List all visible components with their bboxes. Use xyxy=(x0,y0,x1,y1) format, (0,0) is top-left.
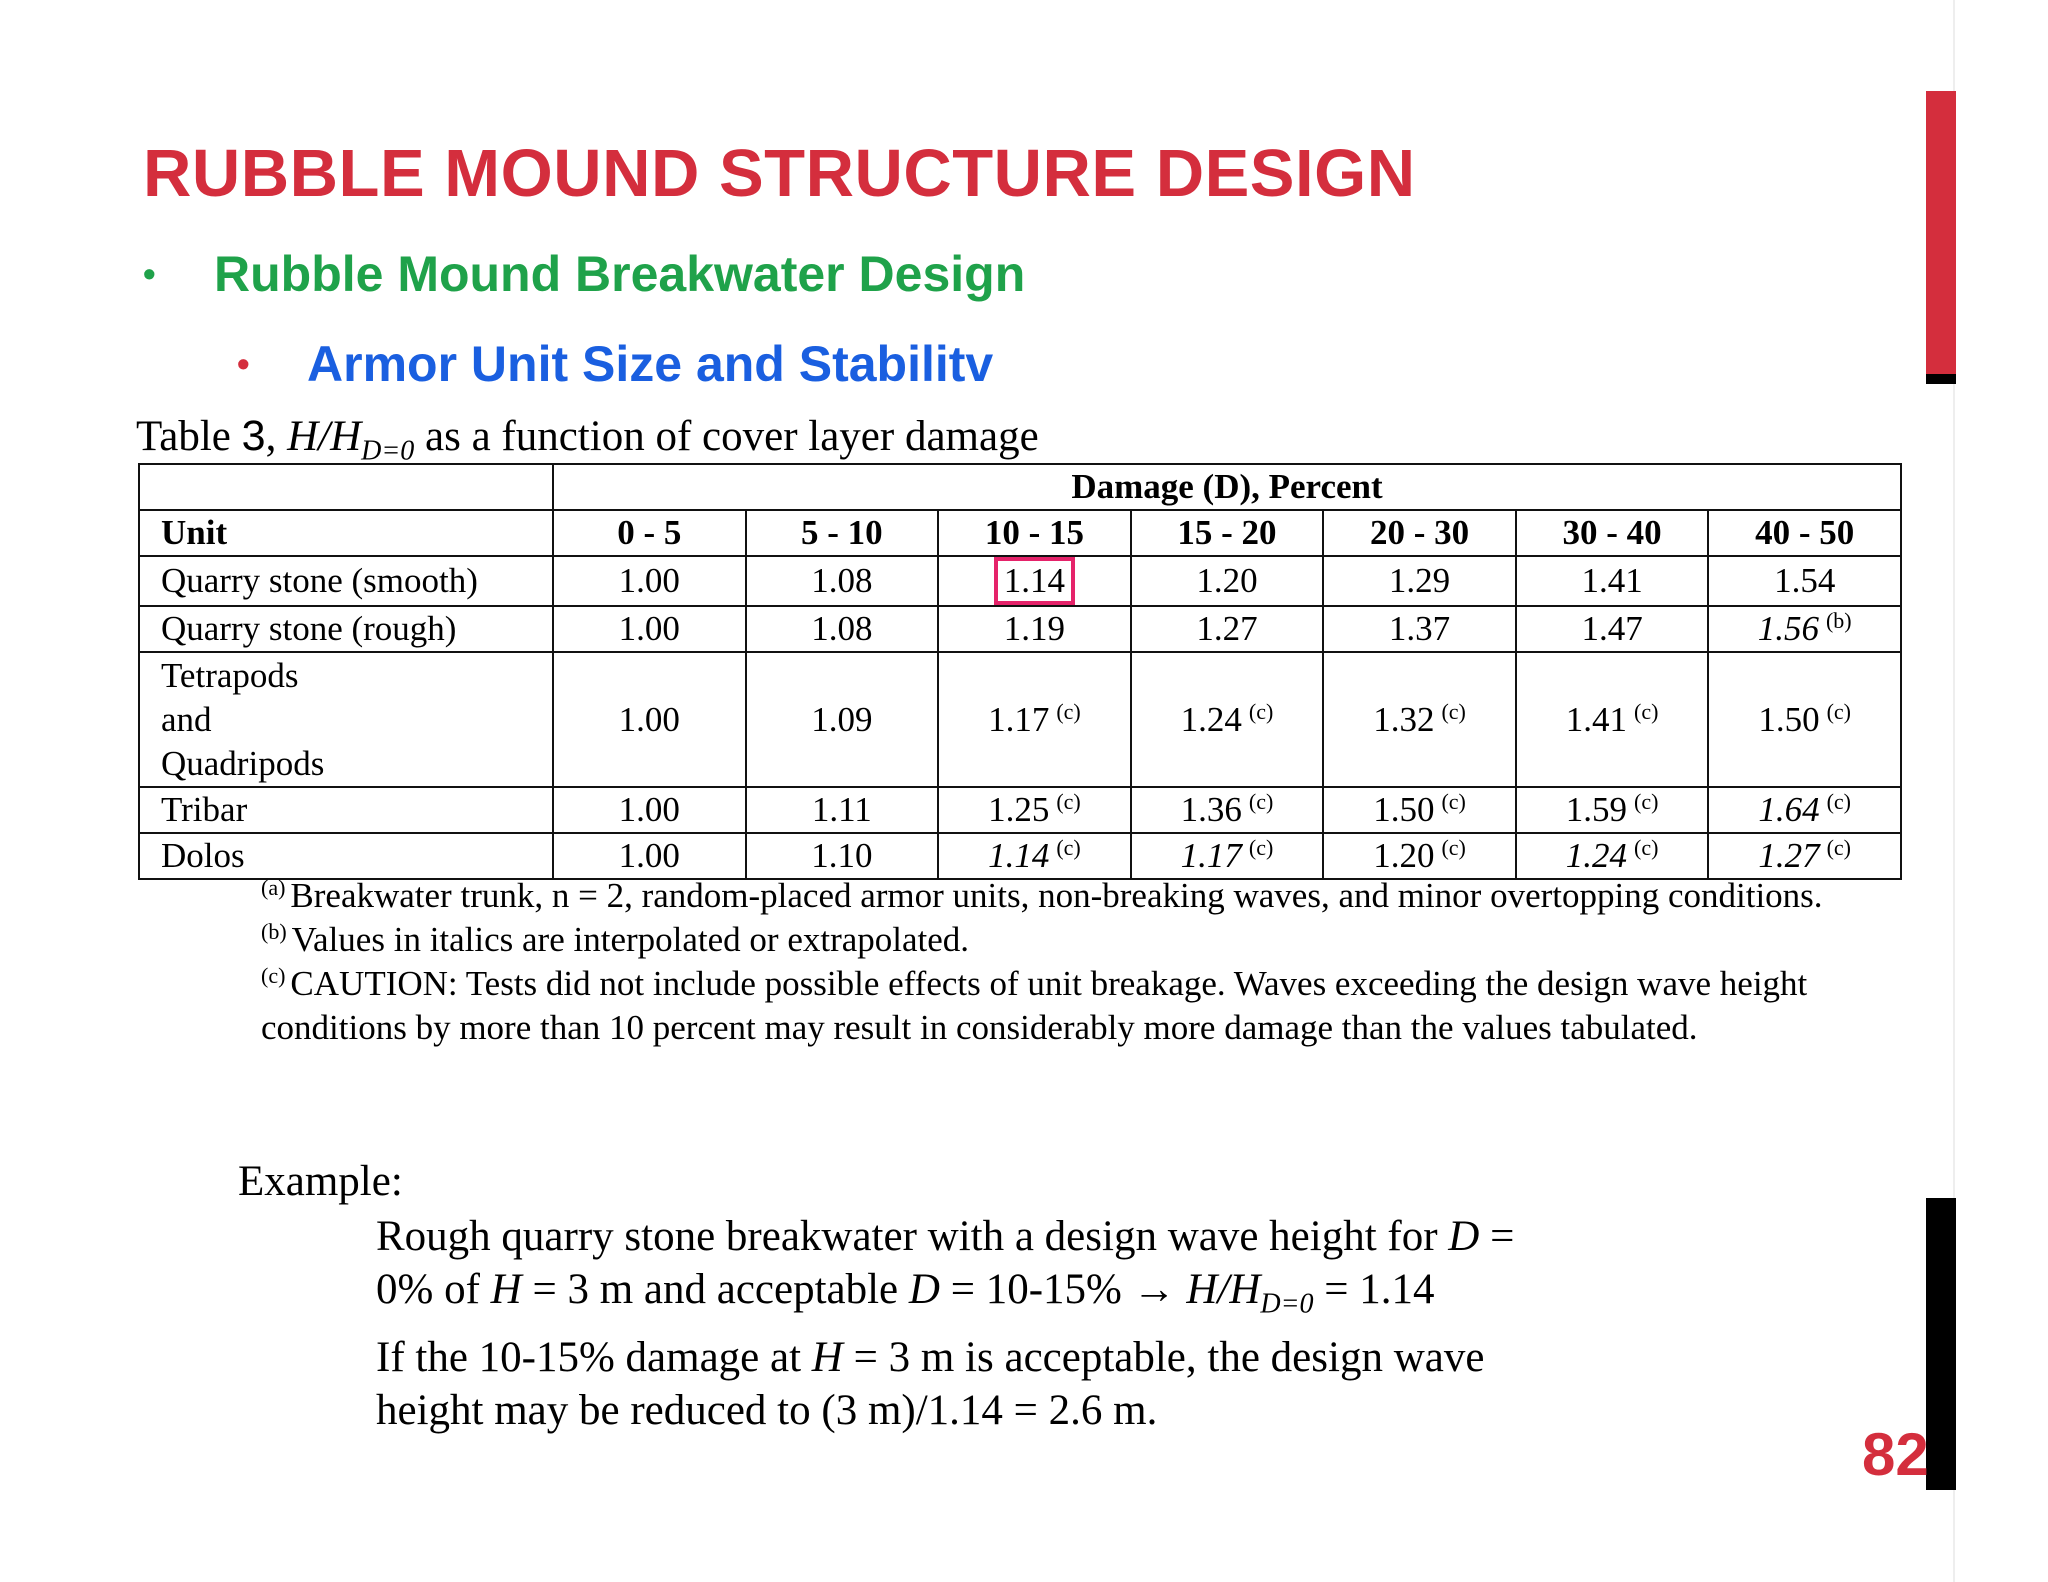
cell-value: 1.00 xyxy=(618,609,680,648)
footnote-marker: (c) xyxy=(1634,698,1659,724)
value-cell xyxy=(1323,787,1516,833)
value-cell xyxy=(1708,787,1901,833)
unit-name-line: Tetrapods xyxy=(161,655,299,695)
arrow-right-icon: → xyxy=(1132,1266,1176,1313)
value-cell xyxy=(746,556,939,606)
damage-group-header: Damage (D), Percent xyxy=(553,464,1901,510)
caption-ratio: H/H xyxy=(287,413,362,460)
footnote-marker: (c) xyxy=(1248,835,1274,860)
value-cell xyxy=(746,787,939,833)
cell-value: 1.09 xyxy=(811,699,873,739)
damage-column-header: 40 - 50 xyxy=(1708,510,1901,556)
cell-value: 1.10 xyxy=(811,836,873,875)
footnote-marker: (c) xyxy=(1826,698,1852,724)
cell-value: 1.56 xyxy=(1757,609,1819,648)
cell-value: 1.29 xyxy=(1388,561,1451,600)
table-footnotes xyxy=(261,874,1901,1050)
value-cell xyxy=(553,833,746,879)
caption-number: 3 xyxy=(241,412,266,460)
value-cell xyxy=(1516,606,1709,652)
value-cell xyxy=(746,606,939,652)
value-cell xyxy=(1131,787,1324,833)
footnote-marker: (c) xyxy=(1056,789,1081,814)
footnote-mark: (a) xyxy=(261,875,286,900)
table-row xyxy=(139,556,1901,606)
cell-value: 1.00 xyxy=(618,836,680,875)
value-cell xyxy=(746,833,939,879)
unit-name-cell: Quarry stone (rough) xyxy=(139,606,553,652)
slide-title: RUBBLE MOUND STRUCTURE DESIGN xyxy=(143,136,1416,211)
example-ratio: H/H xyxy=(1186,1266,1261,1313)
damage-column-header: 5 - 10 xyxy=(746,510,939,556)
value-cell xyxy=(1131,833,1324,879)
value-cell xyxy=(1131,606,1324,652)
cell-value: 1.54 xyxy=(1774,561,1836,600)
accent-bar-top-cap xyxy=(1926,374,1956,384)
cell-value: 1.20 xyxy=(1373,836,1435,875)
example-line-2-range: = 10-15% xyxy=(939,1266,1133,1313)
damage-column-header: 30 - 40 xyxy=(1516,510,1709,556)
value-cell xyxy=(938,652,1131,787)
value-cell xyxy=(1708,556,1901,606)
footnote-mark: (b) xyxy=(261,919,287,944)
table-row xyxy=(139,833,1901,879)
example-line-3 xyxy=(376,1331,1626,1384)
value-cell xyxy=(1708,606,1901,652)
footnote-marker: (c) xyxy=(1441,698,1466,724)
value-cell xyxy=(553,787,746,833)
damage-column-header: 15 - 20 xyxy=(1131,510,1324,556)
caption-prefix: Table xyxy=(136,413,242,460)
value-cell xyxy=(1323,652,1516,787)
bullet-1-text: Rubble Mound Breakwater Design xyxy=(214,246,1026,302)
footnote-marker: (c) xyxy=(1056,698,1081,724)
table-row xyxy=(139,606,1901,652)
example-line-2-text: 0% of xyxy=(376,1266,491,1313)
example-line-2-mid: = 3 m and acceptable xyxy=(521,1266,909,1313)
example-label: Example: xyxy=(238,1158,403,1205)
bullet-dot-icon: • xyxy=(143,253,156,294)
bullet-dot-icon: • xyxy=(237,343,250,384)
value-cell xyxy=(1131,652,1324,787)
cell-value: 1.00 xyxy=(618,790,680,829)
value-cell xyxy=(1323,606,1516,652)
value-cell xyxy=(1323,833,1516,879)
cell-value: 1.00 xyxy=(618,699,680,739)
example-line-3-text: If the 10-15% damage at xyxy=(376,1333,812,1381)
cell-value: 1.17 xyxy=(988,699,1050,739)
footnote-marker: (c) xyxy=(1441,835,1466,860)
value-cell xyxy=(938,606,1131,652)
value-cell xyxy=(938,787,1131,833)
footnote-mark: (c) xyxy=(261,963,286,988)
cell-value: 1.19 xyxy=(1003,609,1066,648)
value-cell xyxy=(1516,833,1709,879)
footnote-marker: (c) xyxy=(1634,789,1659,814)
value-cell xyxy=(938,833,1131,879)
cell-value: 1.20 xyxy=(1196,561,1258,600)
footnote-marker: (c) xyxy=(1826,789,1852,814)
cell-value: 1.25 xyxy=(988,790,1050,829)
cell-value: 1.32 xyxy=(1373,699,1435,739)
value-cell xyxy=(1708,833,1901,879)
footnote-marker: (b) xyxy=(1825,608,1852,633)
unit-name-cell: Quarry stone (smooth) xyxy=(139,556,553,606)
unit-name-line: and xyxy=(161,699,212,739)
footnote-marker: (c) xyxy=(1248,789,1274,814)
table-column-header-row xyxy=(139,510,1901,556)
footnote xyxy=(261,874,1901,918)
value-cell xyxy=(746,652,939,787)
cell-value: 1.36 xyxy=(1180,790,1242,829)
example-var-d: D xyxy=(908,1266,940,1313)
example-var-h: H xyxy=(490,1266,522,1313)
footnote-text: Breakwater trunk, n = 2, random-placed armor units, non-breaking waves, and minor overtopping conditions. xyxy=(290,876,1823,915)
example-line-3-rest: = 3 m is acceptable, the design wave xyxy=(842,1333,1485,1381)
footnote-text: Values in italics are interpolated or extrapolated. xyxy=(291,920,970,959)
value-cell xyxy=(1708,652,1901,787)
accent-bar-top xyxy=(1926,91,1956,374)
value-cell xyxy=(938,556,1131,606)
example-ratio-subscript: D=0 xyxy=(1260,1288,1314,1320)
footnote-marker: (c) xyxy=(1056,835,1081,860)
value-cell xyxy=(553,606,746,652)
cell-value: 1.41 xyxy=(1565,699,1627,739)
example-line-2-result: = 1.14 xyxy=(1313,1266,1435,1313)
example-var-d: D xyxy=(1448,1213,1480,1260)
cell-value: 1.24 xyxy=(1180,699,1242,739)
footnote-marker: (c) xyxy=(1826,835,1852,860)
footnote-marker: (c) xyxy=(1248,698,1274,724)
cell-value: 1.08 xyxy=(811,609,873,648)
cell-value: 1.37 xyxy=(1388,609,1451,648)
damage-column-header: 20 - 30 xyxy=(1323,510,1516,556)
page-number: 82 xyxy=(1862,1421,1929,1488)
cell-value: 1.41 xyxy=(1581,561,1643,600)
footnote-marker: (c) xyxy=(1441,789,1466,814)
table-corner-cell xyxy=(139,464,553,510)
example-text xyxy=(376,1210,1626,1437)
unit-name-line: Quadripods xyxy=(161,743,325,783)
damage-table xyxy=(138,463,1902,880)
cell-value: 1.00 xyxy=(618,561,680,600)
example-line-2 xyxy=(376,1263,1626,1331)
table-group-header-row xyxy=(139,464,1901,510)
cell-value: 1.50 xyxy=(1758,699,1820,739)
caption-suffix: as a function of cover layer damage xyxy=(414,413,1039,460)
bullet-2-text: Armor Unit Size and Stabilitv xyxy=(307,336,994,392)
cell-value: 1.17 xyxy=(1180,836,1242,875)
cell-value: 1.27 xyxy=(1758,836,1820,875)
caption-sep: , xyxy=(265,413,288,460)
cell-value: 1.08 xyxy=(811,561,873,600)
value-cell xyxy=(1516,556,1709,606)
table-row xyxy=(139,652,1901,787)
example-var-h: H xyxy=(811,1333,843,1381)
example-line-1-text: Rough quarry stone breakwater with a design wave height for xyxy=(376,1213,1449,1260)
unit-column-header: Unit xyxy=(139,510,553,556)
example-line-4: height may be reduced to (3 m)/1.14 = 2.6 m. xyxy=(376,1386,1158,1434)
cell-value: 1.11 xyxy=(811,790,872,829)
unit-name-cell: Dolos xyxy=(139,833,553,879)
value-cell xyxy=(1516,652,1709,787)
accent-bar-bottom xyxy=(1926,1198,1956,1490)
example-line-1-eq: = xyxy=(1479,1213,1515,1260)
value-cell xyxy=(1323,556,1516,606)
highlighted-value: 1.14 xyxy=(994,557,1075,605)
value-cell xyxy=(1516,787,1709,833)
caption-subscript: D=0 xyxy=(361,435,415,467)
footnote xyxy=(261,962,1901,1050)
example-line-1 xyxy=(376,1210,1626,1263)
footnote-text: CAUTION: Tests did not include possible effects of unit breakage. Waves exceeding the design wave height conditions by more than 10 percent may result in considerably more damage than the values tabulated. xyxy=(261,964,1808,1047)
cell-value: 1.14 xyxy=(988,836,1050,875)
cell-value: 1.64 xyxy=(1758,790,1820,829)
value-cell xyxy=(1131,556,1324,606)
table-row xyxy=(139,787,1901,833)
table-body xyxy=(139,556,1901,879)
cell-value: 1.24 xyxy=(1565,836,1627,875)
value-cell xyxy=(553,652,746,787)
footnote-marker: (c) xyxy=(1634,835,1659,860)
damage-column-header: 10 - 15 xyxy=(938,510,1131,556)
unit-name-cell xyxy=(139,652,553,787)
damage-column-header: 0 - 5 xyxy=(553,510,746,556)
cell-value: 1.27 xyxy=(1196,609,1258,648)
unit-name-cell: Tribar xyxy=(139,787,553,833)
footnote xyxy=(261,918,1901,962)
cell-value: 1.47 xyxy=(1581,609,1643,648)
value-cell xyxy=(553,556,746,606)
cell-value: 1.50 xyxy=(1373,790,1435,829)
cell-value: 1.59 xyxy=(1565,790,1627,829)
